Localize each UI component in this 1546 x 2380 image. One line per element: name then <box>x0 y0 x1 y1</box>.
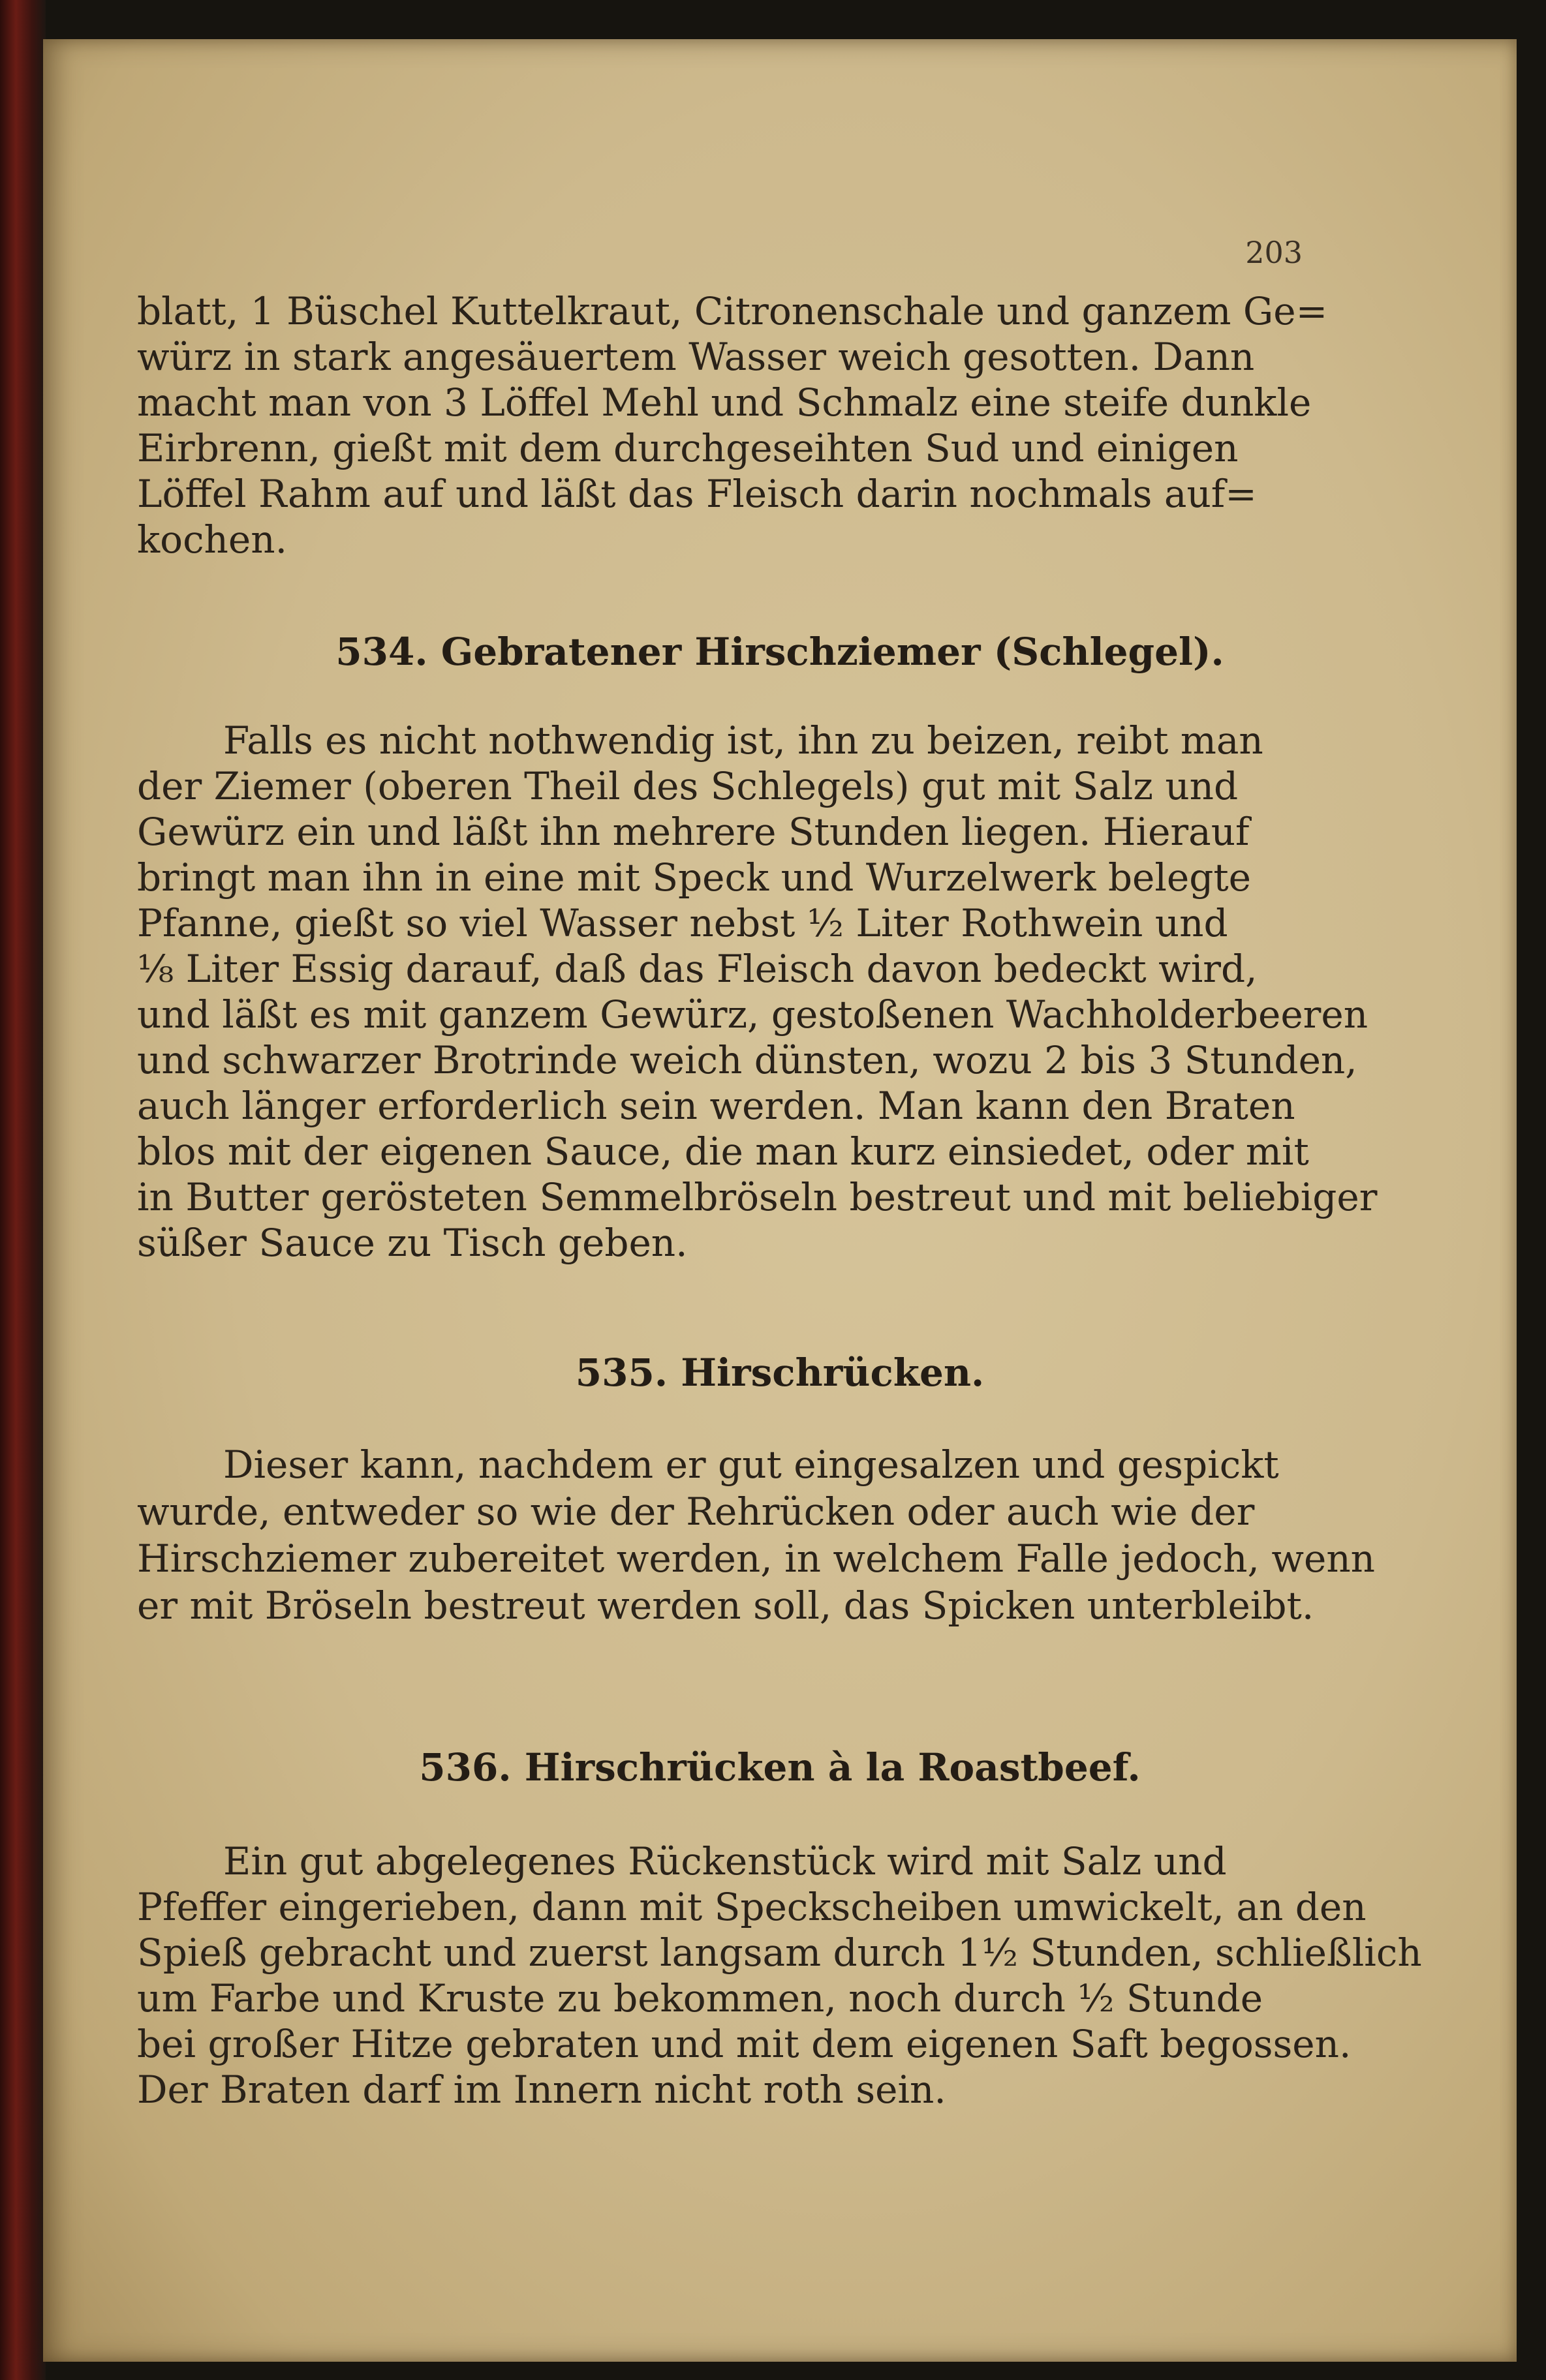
text-line: der Ziemer (oberen Theil des Schlegels) gut mit Salz und <box>137 764 1239 808</box>
text-line: Dieser kann, nachdem er gut eingesalzen und gespickt <box>223 1442 1279 1487</box>
text-line: Gewürz ein und läßt ihn mehrere Stunden liegen. Hierauf <box>137 810 1250 854</box>
page-sheet <box>43 39 1517 2362</box>
text-line: Ein gut abgelegenes Rückenstück wird mit Salz und <box>223 1839 1227 1884</box>
text-line: Eirbrenn, gießt mit dem durchgeseihten Sud und einigen <box>137 426 1239 470</box>
text-line: ⅛ Liter Essig darauf, daß das Fleisch davon bedeckt wird, <box>137 947 1258 991</box>
text-line: und schwarzer Brotrinde weich dünsten, wozu 2 bis 3 Stunden, <box>137 1038 1357 1082</box>
text-line: um Farbe und Kruste zu bekommen, noch durch ½ Stunde <box>137 1976 1263 2021</box>
text-line: blos mit der eigenen Sauce, die man kurz einsiedet, oder mit <box>137 1129 1309 1174</box>
text-line: würz in stark angesäuertem Wasser weich gesotten. Dann <box>137 335 1255 379</box>
text-line: Falls es nicht nothwendig ist, ihn zu beizen, reibt man <box>223 718 1263 763</box>
text-line: Hirschziemer zubereitet werden, in welchem Falle jedoch, wenn <box>137 1536 1376 1581</box>
text-line: und läßt es mit ganzem Gewürz, gestoßenen Wachholderbeeren <box>137 992 1368 1037</box>
text-line: süßer Sauce zu Tisch geben. <box>137 1221 688 1265</box>
text-line: kochen. <box>137 517 288 562</box>
text-line: Der Braten darf im Innern nicht roth sein. <box>137 2067 946 2112</box>
text-line: bei großer Hitze gebraten und mit dem eigenen Saft begossen. <box>137 2022 1352 2066</box>
text-line: Pfanne, gießt so viel Wasser nebst ½ Liter Rothwein und <box>137 901 1228 945</box>
text-line: Spieß gebracht und zuerst langsam durch 1½ Stunden, schließlich <box>137 1930 1422 1975</box>
text-line: Löffel Rahm auf und läßt das Fleisch darin nochmals auf= <box>137 472 1257 516</box>
text-line: bringt man ihn in eine mit Speck und Wurzelwerk belegte <box>137 855 1251 900</box>
text-line: in Butter gerösteten Semmelbröseln bestreut und mit beliebiger <box>137 1175 1378 1219</box>
recipe-536-heading: 536. Hirschrücken à la Roastbeef. <box>419 1745 1141 1790</box>
text-line: Pfeffer eingerieben, dann mit Speckscheiben umwickelt, an den <box>137 1885 1367 1929</box>
page-number: 203 <box>1245 235 1303 270</box>
book-spine <box>0 0 46 2380</box>
text-line: er mit Bröseln bestreut werden soll, das Spicken unterbleibt. <box>137 1583 1314 1628</box>
text-line: auch länger erforderlich sein werden. Man kann den Braten <box>137 1084 1295 1128</box>
recipe-535-heading: 535. Hirschrücken. <box>575 1350 985 1395</box>
text-line: wurde, entweder so wie der Rehrücken oder auch wie der <box>137 1489 1255 1534</box>
text-line: blatt, 1 Büschel Kuttelkraut, Citronenschale und ganzem Ge= <box>137 289 1328 333</box>
text-line: macht man von 3 Löffel Mehl und Schmalz eine steife dunkle <box>137 380 1312 425</box>
recipe-534-heading: 534. Gebratener Hirschziemer (Schlegel). <box>335 630 1224 674</box>
